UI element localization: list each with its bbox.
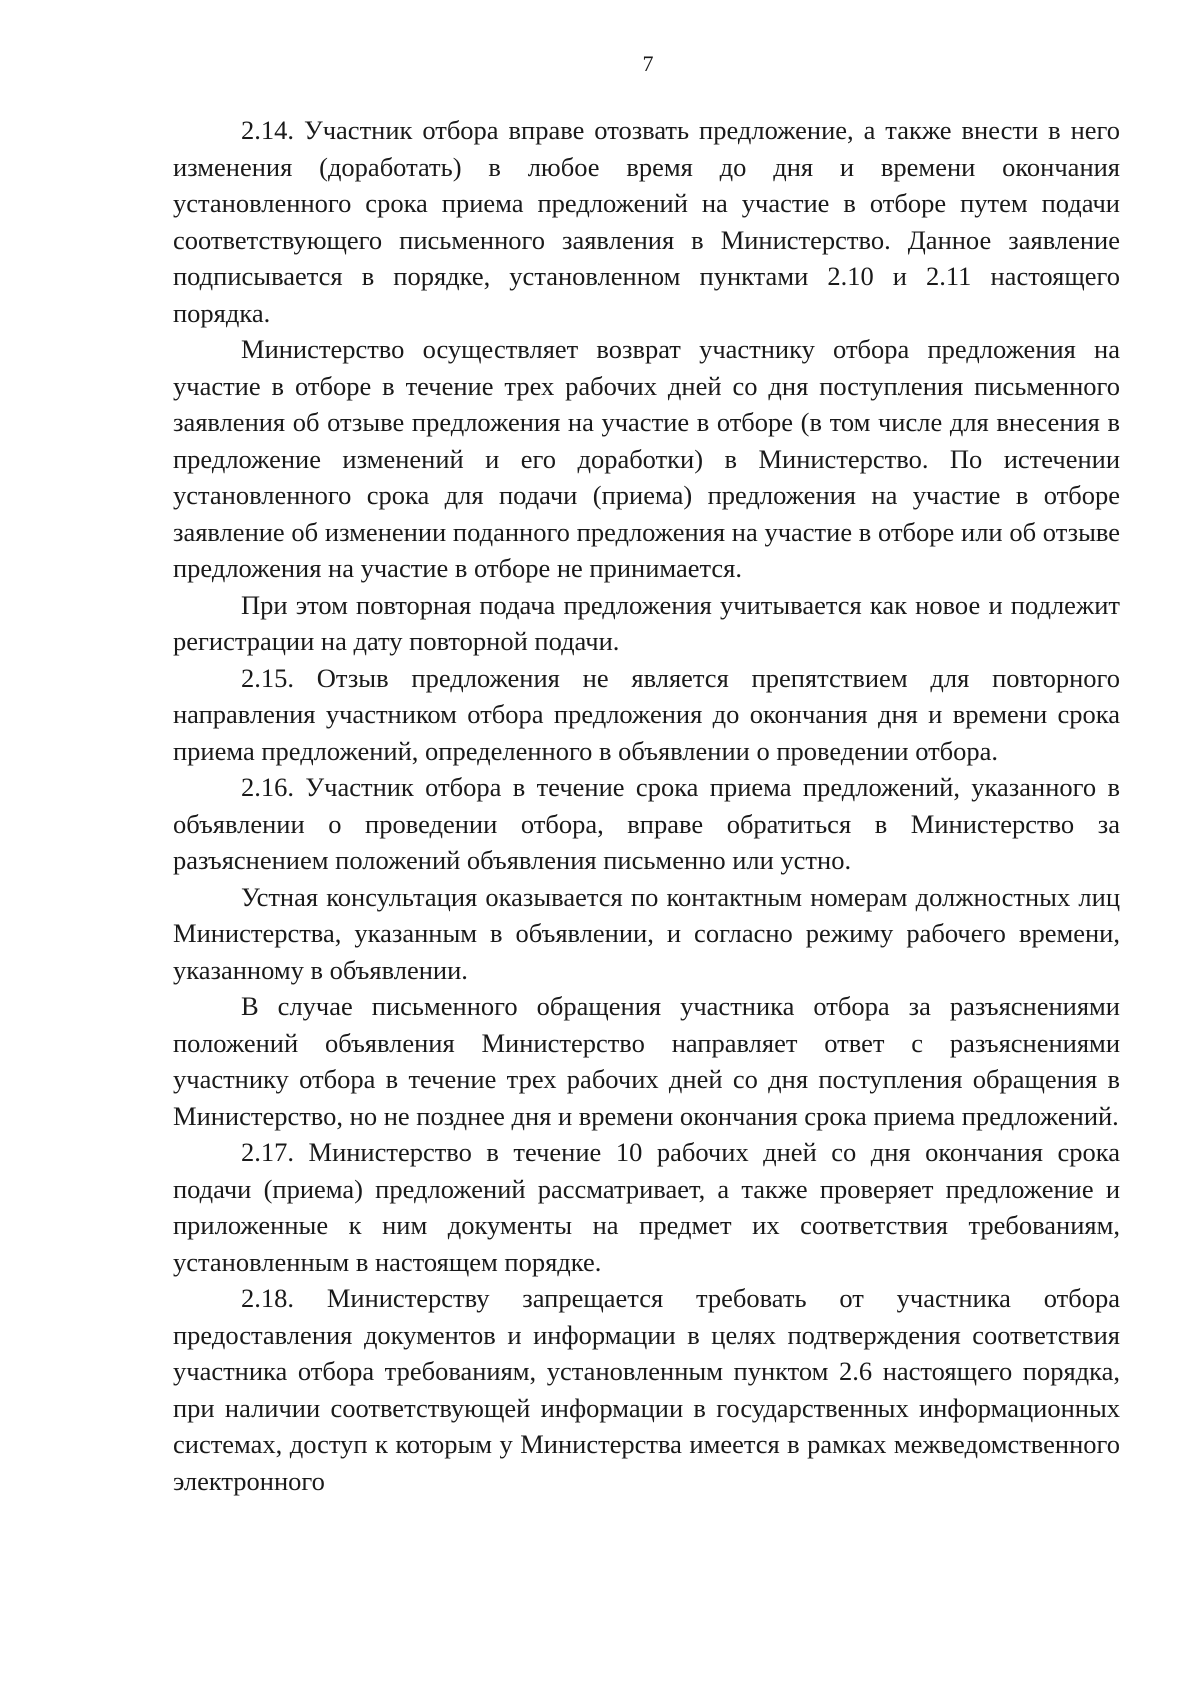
document-body [173,112,1120,1499]
paragraph-resubmission: При этом повторная подача предложения учитывается как новое и подлежит регистрации на дату повторной подачи. [173,589,1120,656]
paragraph-2-15: 2.15. Отзыв предложения не является препятствием для повторного направления участником отбора предложения до окончания дня и времени срока приема предложений, определенного в объявлении о проведении отбора. [173,662,1120,766]
paragraph-return-of-proposal: Министерство осуществляет возврат участнику отбора предложения на участие в отборе в течение трех рабочих дней со дня поступления письменного заявления об отзыве предложения на участие в отборе (в том числе для внесения в предложение изменений и его доработки) в Министерство. По истечении установленного срока для подачи (приема) предложения на участие в отборе заявление об изменении поданного предложения на участие в отборе или об отзыве предложения на участие в отборе не принимается. [173,334,1120,583]
paragraph-2-16: 2.16. Участник отбора в течение срока приема предложений, указанного в объявлении о проведении отбора, вправе обратиться в Министерство за разъяснением положений объявления письменно или устно. [173,772,1120,875]
paragraph-2-14: 2.14. Участник отбора вправе отозвать предложение, а также внести в него изменения (доработать) в любое время до дня и времени окончания установленного срока приема предложений на участие в отборе путем подачи соответствующего письменного заявления в Министерство. Данное заявление подписывается в порядке, установленном пунктами 2.10 и 2.11 настоящего порядка. [173,115,1120,328]
paragraph-oral-consultation: Устная консультация оказывается по контактным номерам должностных лиц Министерства, указанным в объявлении, и согласно режиму рабочего времени, указанному в объявлении. [173,881,1120,985]
page-number: 7 [642,51,654,76]
paragraph-2-17: 2.17. Министерство в течение 10 рабочих дней со дня окончания срока подачи (приема) предложений рассматривает, а также проверяет предложение и приложенные к ним документы на предмет их соответствия требованиям, установленным в настоящем порядке. [173,1137,1120,1277]
paragraph-written-request: В случае письменного обращения участника отбора за разъяснениями положений объявления Министерство направляет ответ с разъяснениями участнику отбора в течение трех рабочих дней со дня поступления обращения в Министерство, но не позднее дня и времени окончания срока приема предложений. [173,991,1120,1131]
paragraph-2-18: 2.18. Министерству запрещается требовать от участника отбора предоставления документов и информации в целях подтверждения соответствия участника отбора требованиям, установленным пунктом 2.6 настоящего порядка, при наличии соответствующей информации в государственных информационных системах, доступ к которым у Министерства имеется в рамках межведомственного электронного [173,1283,1120,1496]
